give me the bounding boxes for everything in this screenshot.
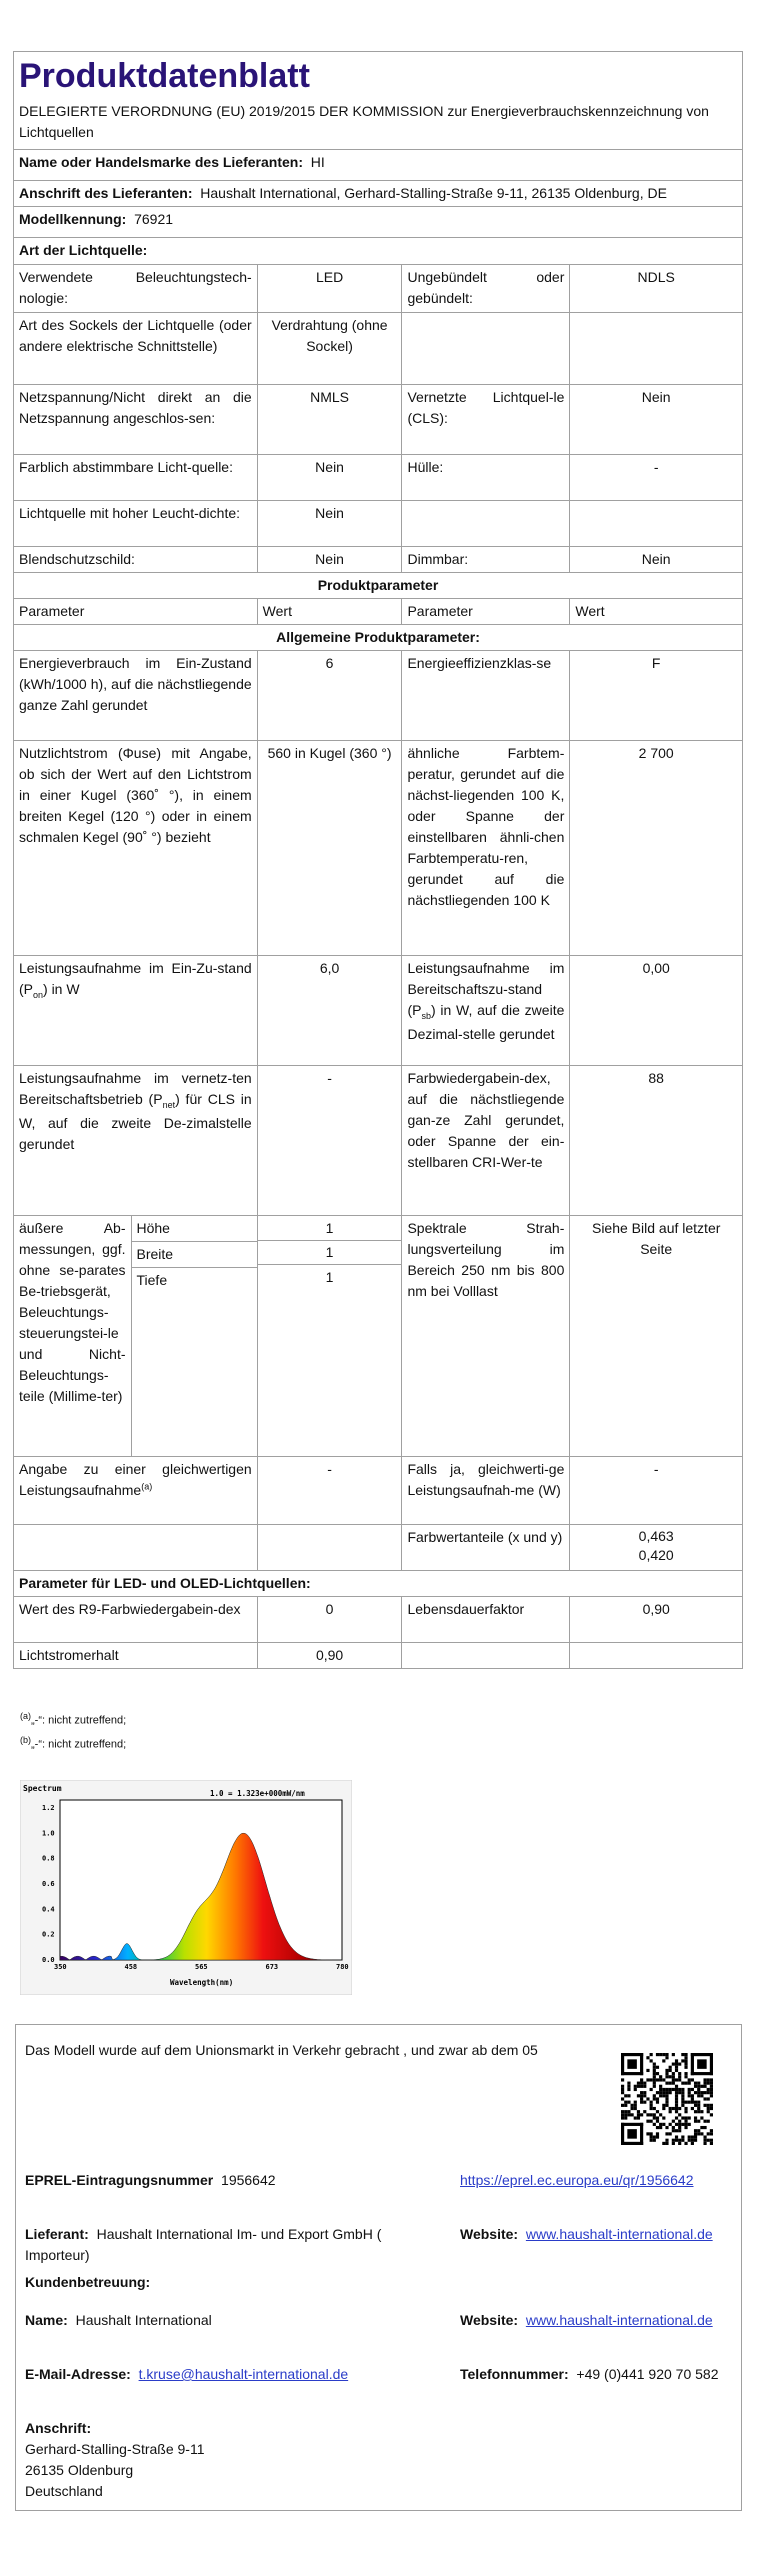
- spectrum-image: [20, 1780, 352, 1995]
- lst-label: Verwendete Beleuchtungstech-nologie:: [14, 265, 258, 313]
- email-row: [25, 2364, 348, 2385]
- cri-value: 88: [570, 1066, 743, 1216]
- address-line: Deutschland: [25, 2483, 103, 2499]
- lst-label: Vernetzte Lichtquel-le (CLS):: [402, 385, 570, 455]
- lst-label: Netzspannung/Nicht direkt an die Netzspannung angeschlos-sen:: [14, 385, 258, 455]
- col-header-value: Wert: [257, 599, 402, 625]
- equivalent-power-value: -: [257, 1457, 402, 1525]
- energy-class-value: F: [570, 651, 743, 741]
- spectrum-x-tick: 673: [265, 1963, 279, 1971]
- chromaticity-x: 0,463: [638, 1528, 674, 1545]
- supplier-label: Lieferant:: [25, 2226, 89, 2242]
- light-source-type-heading: Art der Lichtquelle:: [19, 242, 148, 259]
- page-title: Produktdatenblatt: [19, 57, 310, 95]
- chromaticity-label: Farbwertanteile (x und y): [402, 1525, 570, 1571]
- spectral-value: Siehe Bild auf letzter Seite: [570, 1216, 743, 1457]
- website2-row: [460, 2310, 730, 2331]
- luminous-flux-value: 560 in Kugel (360 °): [257, 741, 402, 956]
- spectrum-y-tick: 0.2: [42, 1930, 55, 1939]
- dimension-name: Höhe: [131, 1216, 257, 1242]
- footnote: $^{(a)}$„-“: nicht zutreffend;: [20, 1711, 127, 1727]
- equivalent-yes-value: -: [570, 1457, 743, 1525]
- datasheet-table: [13, 51, 743, 1669]
- equivalent-power-label: Angabe zu einer gleichwertigen Leistungsaufnahme$^{(a)}$: [14, 1457, 258, 1525]
- eprel-label: EPREL-Eintragungsnummer: [25, 2172, 214, 2188]
- spectrum-x-tick: 350: [54, 1963, 67, 1971]
- spectrum-y-tick: 0.8: [42, 1854, 55, 1863]
- cri-label: Farbwiedergabein-dex, auf die nächstliegende gan-ze Zahl gerundet, oder Spanne der ein-stellbaren CRI-Wer-te: [402, 1066, 570, 1216]
- model-id-row: [14, 207, 743, 238]
- model-id-value: 76921: [134, 211, 174, 228]
- energy-consumption-value: 6: [257, 651, 402, 741]
- dimension-name: Breite: [131, 1242, 257, 1268]
- color-temp-label: ähnliche Farbtem-peratur, gerundet auf die nächst-liegenden 100 K, oder Spanne der einstellbaren ähnli-chen Farbtemperatu-ren, gerundet auf die nächstliegenden 100 K: [402, 741, 570, 956]
- address-label: Anschrift:: [25, 2420, 92, 2436]
- col-header-param: Parameter: [14, 599, 258, 625]
- website2-link[interactable]: www.haushalt-international.de: [525, 2312, 713, 2328]
- lst-value: LED: [257, 265, 402, 313]
- lumen-maintenance-label: Lichtstromerhalt: [14, 1643, 258, 1669]
- service-name-value: Haushalt International: [75, 2312, 212, 2328]
- power-standby-label: Leistungsaufnahme im Bereitschaftszu-stand $(P_{sb})$ in W, auf die zweite Dezimal-stelle gerundet: [402, 956, 570, 1066]
- service-name-label: Name:: [25, 2312, 68, 2328]
- supplier-name-row: [14, 150, 743, 181]
- chromaticity-value: [570, 1525, 743, 1571]
- footnote: $^{(b)}$„-“: nicht zutreffend;: [20, 1734, 127, 1751]
- lumen-maintenance-value: 0,90: [257, 1643, 402, 1669]
- energy-consumption-label: Energieverbrauch im Ein-Zustand (kWh/1000 h), auf die nächstliegende ganze Zahl gerundet: [14, 651, 258, 741]
- lst-value: Verdrahtung (ohne Sockel): [257, 313, 402, 385]
- eprel-link[interactable]: https://eprel.ec.europa.eu/qr/1956642: [460, 2172, 694, 2188]
- regulation-subtitle: DELEGIERTE VERORDNUNG (EU) 2019/2015 DER KOMMISSION zur Energieverbrauchskennzeichnung von Lichtquellen: [19, 103, 709, 141]
- supplier-address-row: [14, 181, 743, 207]
- spectrum-x-tick: 780: [336, 1963, 349, 1971]
- lst-value: [570, 501, 743, 547]
- supplier-name-value: HI: [310, 154, 325, 171]
- lst-label: Blendschutzschild:: [14, 547, 258, 573]
- lst-value: Nein: [570, 547, 743, 573]
- spectrum-title: Spectrum: [23, 1784, 62, 1793]
- lst-value: -: [570, 455, 743, 501]
- spectral-label: Spektrale Strah-lungsverteilung im Bereich 250 nm bis 800 nm bei Volllast: [402, 1216, 570, 1457]
- eprel-card: [15, 2024, 742, 2511]
- lst-value: Nein: [257, 455, 402, 501]
- lst-value: Nein: [570, 385, 743, 455]
- market-text: Das Modell wurde auf dem Unionsmarkt in Verkehr gebracht , und zwar ab dem 05: [25, 2042, 538, 2058]
- website-row: [460, 2224, 730, 2245]
- chromaticity-y: 0,420: [638, 1547, 674, 1564]
- spectrum-scale-note: 1.0 = 1.323e+000mW/nm: [210, 1789, 305, 1798]
- dimension-value: 1: [258, 1241, 402, 1265]
- r9-label: Wert des R9-Farbwiedergabein-dex: [14, 1597, 258, 1643]
- lst-label: Farblich abstimmbare Licht-quelle:: [14, 455, 258, 501]
- spectrum-x-tick: 565: [195, 1963, 208, 1971]
- qr-code-icon[interactable]: [621, 2053, 713, 2145]
- footnotes: [20, 1708, 126, 1755]
- color-temp-value: 2 700: [570, 741, 743, 956]
- lst-label: Hülle:: [402, 455, 570, 501]
- general-params-heading: Allgemeine Produktparameter:: [14, 625, 743, 651]
- lst-value: Nein: [257, 547, 402, 573]
- model-id-label: Modellkennung:: [19, 211, 127, 228]
- supplier-name-label: Name oder Handelsmarke des Lieferanten:: [19, 154, 303, 171]
- website-label: Website:: [460, 2226, 519, 2242]
- supplier-value: Haushalt International Im- und Export GmbH ( Importeur): [25, 2226, 382, 2263]
- power-net-value: -: [257, 1066, 402, 1216]
- dimensions-values-cell: [257, 1216, 402, 1457]
- website2-label: Website:: [460, 2312, 519, 2328]
- lifetime-value: 0,90: [570, 1597, 743, 1643]
- lst-label: Ungebündelt oder gebündelt:: [402, 265, 570, 313]
- led-params-heading: Parameter für LED- und OLED-Lichtquellen:: [19, 1575, 311, 1592]
- col-header-value: Wert: [570, 599, 743, 625]
- eprel-link-wrap: [460, 2170, 720, 2191]
- phone-row: [460, 2364, 730, 2385]
- dimension-name: Tiefe: [136, 1272, 168, 1289]
- lst-label: [402, 313, 570, 385]
- lst-value: NMLS: [257, 385, 402, 455]
- lifetime-label: Lebensdauerfaktor: [402, 1597, 570, 1643]
- lst-value: NDLS: [570, 265, 743, 313]
- equivalent-yes-label: Falls ja, gleichwerti-ge Leistungsaufnah-me (W): [402, 1457, 570, 1525]
- service-name-row: [25, 2310, 212, 2331]
- dimensions-cell: [14, 1216, 258, 1457]
- spectrum-y-tick: 0.6: [42, 1880, 55, 1888]
- lst-label: [402, 501, 570, 547]
- lst-label: Lichtquelle mit hoher Leucht-dichte:: [14, 501, 258, 547]
- r9-value: 0: [257, 1597, 402, 1643]
- power-on-value: 6,0: [257, 956, 402, 1066]
- col-header-param: Parameter: [402, 599, 570, 625]
- phone-value: +49 (0)441 920 70 582: [576, 2366, 719, 2382]
- supplier-address-label: Anschrift des Lieferanten:: [19, 185, 193, 202]
- eprel-value: 1956642: [221, 2172, 276, 2188]
- eprel-row: [25, 2170, 276, 2191]
- dimension-value: 1: [258, 1216, 402, 1241]
- power-on-label: Leistungsaufnahme im Ein-Zu-stand $(P_{on})$ in W: [14, 956, 258, 1066]
- spectrum-x-tick: 458: [124, 1963, 138, 1971]
- power-net-label: Leistungsaufnahme im vernetz-ten Bereitschaftsbetrieb $(P_{net})$ für CLS in W, auf die zweite De-zimalstelle gerundet: [14, 1066, 258, 1216]
- address-block: [25, 2418, 204, 2502]
- customer-service-heading: Kundenbetreuung:: [25, 2274, 151, 2290]
- phone-label: Telefonnummer:: [460, 2366, 569, 2382]
- spectrum-y-tick: 1.0: [42, 1829, 55, 1838]
- luminous-flux-label: Nutzlichtstrom (Φuse) mit Angabe, ob sich der Wert auf den Lichtstrom in einer Kugel (360˚ °), in einem breiten Kegel (120 °) oder in einem schmalen Kegel (90˚ °) bezieht: [14, 741, 258, 956]
- power-standby-value: 0,00: [570, 956, 743, 1066]
- dimension-value: 1: [325, 1269, 334, 1286]
- dimensions-label: äußere Ab-messungen, ggf. ohne se-parates Be-triebsgerät, Beleuchtungs-steuerungstei-le und Nicht-Beleuchtungs-teile (Millime-ter): [14, 1216, 131, 1456]
- lst-value: [570, 313, 743, 385]
- address-line: 26135 Oldenburg: [25, 2462, 134, 2478]
- address-line: Gerhard-Stalling-Straße 9-11: [25, 2441, 205, 2457]
- supplier-row: [25, 2224, 435, 2266]
- email-label: E-Mail-Adresse:: [25, 2366, 131, 2382]
- spectrum-y-tick: 1.2: [42, 1804, 55, 1812]
- website-link[interactable]: www.haushalt-international.de: [525, 2226, 713, 2242]
- energy-class-label: Energieeffizienzklas-se: [402, 651, 570, 741]
- supplier-address-value: Haushalt International, Gerhard-Stalling-Straße 9-11, 26135 Oldenburg, DE: [200, 185, 667, 202]
- lst-label: Art des Sockels der Lichtquelle (oder andere elektrische Schnittstelle): [14, 313, 258, 385]
- lst-label: Dimmbar:: [402, 547, 570, 573]
- lst-value: Nein: [257, 501, 402, 547]
- spectrum-y-tick: 0.0: [42, 1956, 55, 1964]
- email-link[interactable]: t.kruse@haushalt-international.de: [138, 2366, 349, 2382]
- product-params-heading: Produktparameter: [14, 573, 743, 599]
- spectrum-x-label: Wavelength(nm): [170, 1978, 234, 1987]
- spectrum-y-tick: 0.4: [42, 1905, 55, 1914]
